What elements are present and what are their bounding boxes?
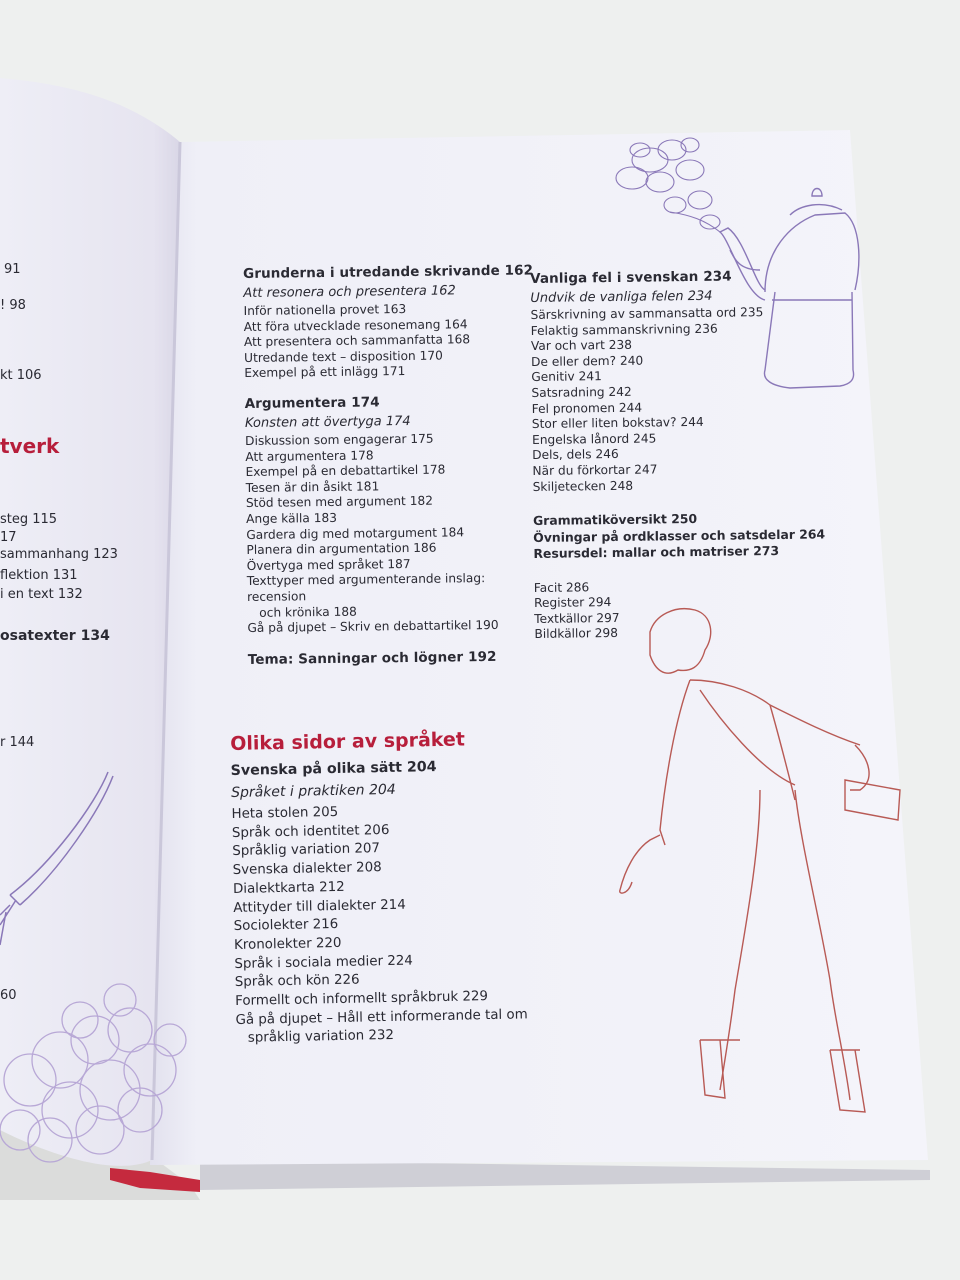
toc-item: Stöd tesen med argument 182 — [245, 494, 434, 511]
theme-heading: Tema: Sanningar och lögner 192 — [247, 648, 497, 668]
toc-item: Språklig variation 207 — [232, 841, 381, 860]
left-fragment: kt 106 — [0, 368, 42, 383]
left-page — [0, 78, 180, 1166]
toc-item: Särskrivning av sammansatta ord 235 — [530, 305, 764, 322]
left-fragment: ! 98 — [0, 298, 26, 313]
toc-item: Gå på djupet – Skriv en debattartikel 190 — [247, 617, 499, 636]
toc-item: Planera din argumentation 186 — [246, 540, 437, 558]
left-fragment: 60 — [0, 988, 17, 1003]
left-fragment: sammanhang 123 — [0, 547, 118, 562]
toc-item: Språk och identitet 206 — [231, 822, 390, 841]
appendix-item: Bildkällor 298 — [534, 626, 619, 642]
toc-item: Skiljetecken 248 — [532, 478, 634, 494]
toc-item: Var och vart 238 — [530, 337, 633, 354]
bold-toc-item: Övningar på ordklasser och satsdelar 264 — [533, 526, 826, 545]
left-fragment: 17 — [0, 530, 17, 545]
toc-item: Exempel på en debattartikel 178 — [245, 462, 446, 480]
toc-item: Formellt och informellt språkbruk 229 — [235, 989, 489, 1009]
toc-item: Gå på djupet – Håll ett informerande tal om — [235, 1007, 528, 1028]
toc-middle-column — [243, 262, 548, 667]
toc-item: Attityder till dialekter 214 — [233, 897, 406, 916]
section-heading: Vanliga fel i svenskan 234 — [530, 268, 732, 287]
toc-item: Diskussion som engagerar 175 — [245, 431, 434, 448]
toc-item: Ange källa 183 — [246, 510, 338, 526]
toc-item: Språk i sociala medier 224 — [234, 953, 413, 972]
left-fragment: steg 115 — [0, 512, 58, 527]
toc-item: Gardera dig med motargument 184 — [246, 524, 465, 542]
bold-toc-item: Resursdel: mallar och matriser 273 — [533, 543, 780, 562]
section-subheading: Att resonera och presentera 162 — [243, 283, 456, 301]
toc-item: Satsradning 242 — [531, 384, 632, 400]
appendix-item: Textkällor 297 — [534, 610, 620, 626]
toc-item: Stor eller liten bokstav? 244 — [531, 415, 704, 432]
toc-item: Språk och kön 226 — [234, 972, 360, 991]
toc-item: När du förkortar 247 — [532, 462, 658, 478]
toc-item: Övertyga med språket 187 — [246, 556, 411, 573]
toc-item: Sociolekter 216 — [233, 917, 339, 935]
left-fragment: r 144 — [0, 735, 35, 750]
toc-item: Felaktig sammanskrivning 236 — [530, 321, 718, 338]
toc-item: Heta stolen 205 — [231, 804, 339, 822]
left-red-fragment: tverk — [0, 434, 60, 458]
appendix-item: Register 294 — [533, 595, 612, 611]
bold-toc-item: Grammatiköversikt 250 — [532, 511, 698, 529]
toc-item: Fel pronomen 244 — [531, 400, 643, 416]
part-title: Olika sidor av språket — [230, 728, 466, 755]
left-bold-fragment: osatexter 134 — [0, 628, 110, 644]
toc-item: Utredande text – disposition 170 — [244, 348, 443, 365]
toc-item: Tesen är din åsikt 181 — [245, 479, 380, 495]
toc-item: Att presentera och sammanfatta 168 — [243, 332, 471, 350]
section-subheading: Undvik de vanliga felen 234 — [530, 288, 713, 306]
toc-item: Svenska dialekter 208 — [232, 860, 382, 879]
left-fragment: 91 — [4, 262, 21, 277]
section-heading: Argumentera 174 — [244, 394, 380, 412]
toc-item: Exempel på ett inlägg 171 — [244, 364, 406, 381]
toc-item: Genitiv 241 — [531, 369, 602, 385]
toc-item: Inför nationella provet 163 — [243, 302, 407, 318]
toc-item: De eller dem? 240 — [531, 353, 644, 369]
left-fragment: flektion 131 — [0, 568, 78, 583]
toc-item: Engelska lånord 245 — [531, 431, 657, 447]
toc-item: Texttyper med argumenterande inslag: recension — [246, 571, 486, 604]
section-subheading: Språket i praktiken 204 — [230, 781, 396, 801]
appendix-item: Facit 286 — [533, 579, 590, 595]
toc-item: Att föra utvecklade resonemang 164 — [243, 316, 468, 334]
toc-item: Dialektkarta 212 — [232, 879, 345, 897]
toc-right-column — [530, 267, 835, 643]
toc-item: språklig variation 232 — [247, 1028, 395, 1047]
toc-item: och krönika 188 — [259, 604, 357, 620]
toc-bottom-section — [230, 727, 556, 1049]
section-subheading: Konsten att övertyga 174 — [244, 413, 411, 431]
section-heading: Grunderna i utredande skrivande 162 — [243, 262, 534, 282]
toc-item: Kronolekter 220 — [233, 935, 342, 953]
left-fragment: i en text 132 — [0, 587, 83, 602]
toc-item: Dels, dels 246 — [532, 447, 619, 463]
toc-item: Att argumentera 178 — [245, 447, 374, 464]
section-heading: Svenska på olika sätt 204 — [230, 759, 437, 779]
